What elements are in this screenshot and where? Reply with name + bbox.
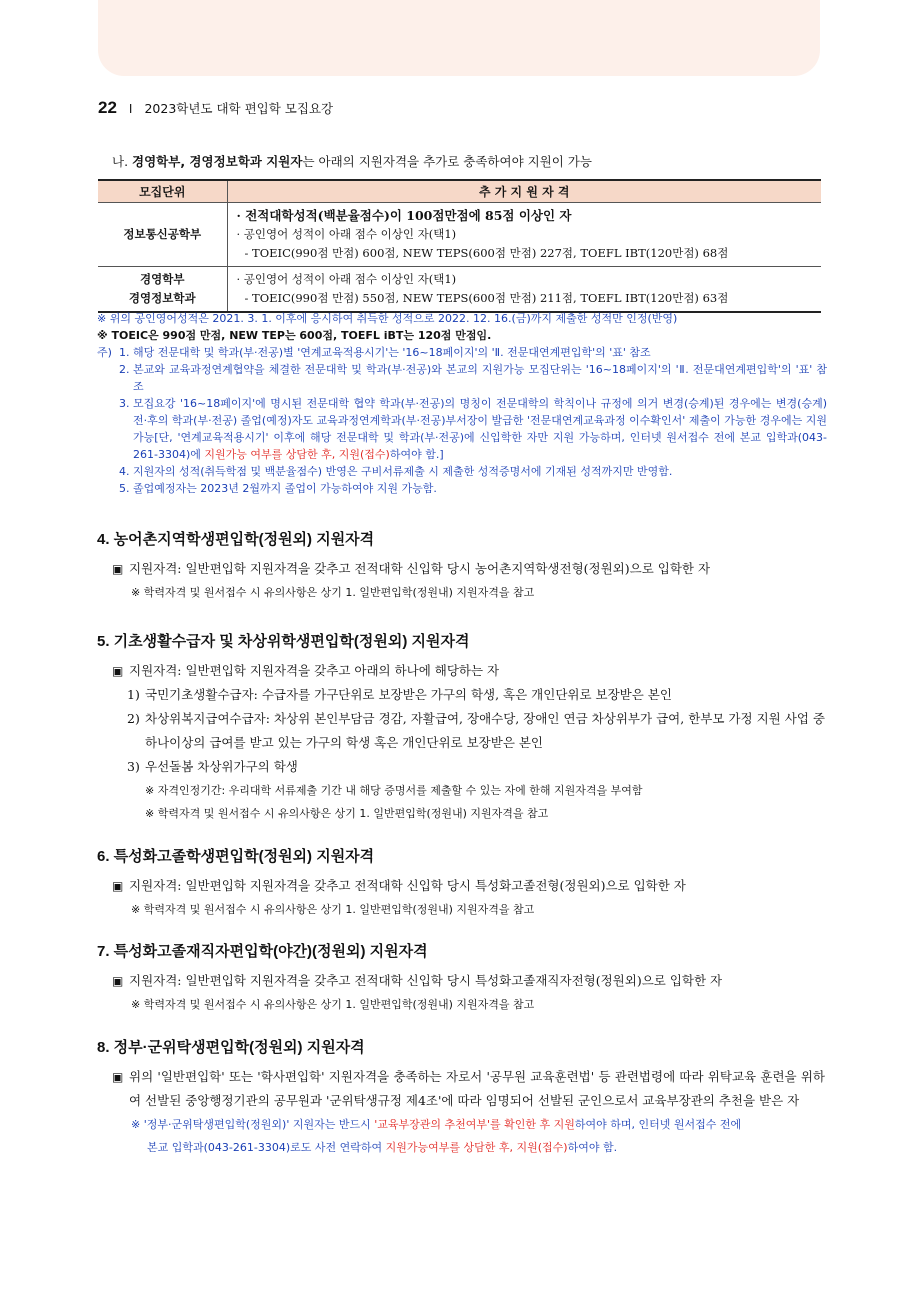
- section-4-title: 4. 농어촌지역학생편입학(정원외) 지원자격: [97, 531, 375, 548]
- footnote-list: [97, 344, 827, 497]
- checkbox-square-icon: ▣: [112, 879, 124, 893]
- list-item: 1) 국민기초생활수급자: 수급자를 가구단위로 보장받은 가구의 학생, 혹은 개인단위로 보장받은 본인: [127, 687, 672, 702]
- table-row: [98, 266, 821, 312]
- note-english-validity: ※ 위의 공인영어성적은 2021. 3. 1. 이후에 응시하여 취득한 성적으로 2022. 12. 16.(금)까지 제출한 성적만 인정(반영): [97, 312, 678, 325]
- section-7-title: 7. 특성화고졸재직자편입학(야간)(정원외) 지원자격: [97, 943, 428, 960]
- table-cell-unit: 경영학부 경영정보학과: [98, 266, 227, 312]
- footnote-item: 1. 해당 전문대학 및 학과(부·전공)별 '연계교육적용시기'는 '16~18페이지'의 'Ⅱ. 전문대연계편입학'의 '표' 참조: [119, 346, 651, 359]
- list-item: 3) 우선돌봄 차상위가구의 학생: [127, 759, 298, 774]
- section-4-note: ※ 학력자격 및 원서접수 시 유의사항은 상기 1. 일반편입학(정원내) 지원자격을 참고: [131, 586, 535, 599]
- list-item: 2) 차상위복지급여수급자: 차상위 본인부담금 경감, 자활급여, 장애수당, 장애인 연금 차상위부가 급여, 한부모 가정 지원 사업 중 하나이상의 급여를 받고 있는 가구의 학생 혹은 개인단위로 보장받은 본인: [127, 711, 825, 750]
- footnote-item: 3. 모집요강 '16~18페이지'에 명시된 전문대학 협약 학과(부·전공)의 명칭이 전문대학의 학칙이나 규정에 의거 변경(승계)된 경우에는 변경(승계) 전·후의 학과(부·전공) 졸업(예정)자도 교육과정연계학과(부·전공)부서장이 발급한 '전문대연계교육과정 이수확인서' 제출이 가능한 경우에는 지원 가능[단, '연계교육적용시기' 이후에 해당 전문대학 및 학과(부·전공)에 신입학한 자만 지원 가능하며, 인터넷 원서접수 전에 본교 입학과(043-261-3304)에 지원가능 여부를 상담한 후, 지원(접수)하여야 함.]: [119, 397, 827, 461]
- section-5-note: ※ 자격인정기간: 우리대학 서류제출 기간 내 해당 증명서를 제출할 수 있는 자에 한해 지원자격을 부여함: [145, 784, 643, 797]
- requirements-table: [98, 179, 821, 313]
- section-5-title: 5. 기초생활수급자 및 차상위학생편입학(정원외) 지원자격: [97, 633, 470, 650]
- section-na-bold: 경영학부, 경영정보학과 지원자: [132, 154, 303, 169]
- header-title: 2023학년도 대학 편입학 모집요강: [144, 101, 334, 116]
- section-4: 4. 농어촌지역학생편입학(정원외) 지원자격 ▣ 지원자격: 일반편입학 지원자격을 갖추고 전적대학 신입학 당시 농어촌지역학생전형(정원외)으로 입학한 자 ※ 학력자격 및 원서접수 시 유의사항은 상기 1. 일반편입학(정원내) 지원자격을 참고: [97, 528, 825, 604]
- section-6-title: 6. 특성화고졸학생편입학(정원외) 지원자격: [97, 848, 375, 865]
- header-separator: I: [128, 102, 133, 116]
- table-cell-unit: 정보통신공학부: [98, 202, 227, 266]
- top-decorative-band: [98, 0, 820, 76]
- footnote-label: 주): [97, 346, 112, 359]
- footnote-item: 2. 본교와 교육과정연계협약을 체결한 전문대학 및 학과(부·전공)와 본교의 지원가능 모집단위는 '16~18페이지'의 'Ⅱ. 전문대연계편입학'의 '표' 참조: [119, 363, 827, 393]
- note-max-scores: ※ TOEIC은 990점 만점, NEW TEP는 600점, TOEFL iBT는 120점 만점임.: [97, 329, 492, 342]
- notes-block: [97, 310, 827, 497]
- table-cell-conditions: · 전적대학성적(백분율점수)이 100점만점에 85점 이상인 자 · 공인영어 성적이 아래 점수 이상인 자(택1) - TOEIC(990점 만점) 600점, NEW TEPS(600점 만점) 227점, TOEFL IBT(120만점) 68점: [227, 202, 821, 266]
- section-7-note: ※ 학력자격 및 원서접수 시 유의사항은 상기 1. 일반편입학(정원내) 지원자격을 참고: [131, 998, 535, 1011]
- table-header-cond: 추 가 지 원 자 격: [227, 180, 821, 202]
- footnote-item: 5. 졸업예정자는 2023년 2월까지 졸업이 가능하여야 지원 가능함.: [119, 482, 437, 495]
- section-7: 7. 특성화고졸재직자편입학(야간)(정원외) 지원자격 ▣ 지원자격: 일반편입학 지원자격을 갖추고 전적대학 신입학 당시 특성화고졸재직자전형(정원외)으로 입학한 자 ※ 학력자격 및 원서접수 시 유의사항은 상기 1. 일반편입학(정원내) 지원자격을 참고: [97, 940, 825, 1016]
- section-6-note: ※ 학력자격 및 원서접수 시 유의사항은 상기 1. 일반편입학(정원내) 지원자격을 참고: [131, 903, 535, 916]
- table-header-unit: 모집단위: [98, 180, 227, 202]
- section-8: 8. 정부·군위탁생편입학(정원외) 지원자격 ▣ 위의 '일반편입학' 또는 '학사편입학' 지원자격을 충족하는 자로서 '공무원 교육훈련법' 등 관련법령에 따라 위탁교육 훈련을 위하여 선발된 중앙행정기관의 공무원과 '군위탁생규정 제4조'에 따라 임명되어 선발된 군인으로서 교육부장관의 추천을 받은 자 ※ '정부·군위탁생편입학(정원외)' 지원자는 반드시 '교육부장관의 추천여부'를 확인한 후 지원하여야 하며, 인터넷 원서접수 전에 본교 입학과(043-261-3304)로도 사전 연락하여 지원가능여부를 상담한 후, 지원(접수)하여야 함.: [97, 1036, 825, 1159]
- page-number: 22: [98, 98, 117, 117]
- section-5-note: ※ 학력자격 및 원서접수 시 유의사항은 상기 1. 일반편입학(정원내) 지원자격을 참고: [145, 807, 549, 820]
- checkbox-square-icon: ▣: [112, 562, 124, 576]
- checkbox-square-icon: ▣: [112, 974, 124, 988]
- table-row: [98, 202, 821, 266]
- checkbox-square-icon: ▣: [112, 664, 124, 678]
- section-6: 6. 특성화고졸학생편입학(정원외) 지원자격 ▣ 지원자격: 일반편입학 지원자격을 갖추고 전적대학 신입학 당시 특성화고졸전형(정원외)으로 입학한 자 ※ 학력자격 및 원서접수 시 유의사항은 상기 1. 일반편입학(정원내) 지원자격을 참고: [97, 845, 825, 921]
- checkbox-square-icon: ▣: [112, 1070, 124, 1084]
- footnote-item: 4. 지원자의 성적(취득학점 및 백분율점수) 반영은 구비서류제출 시 제출한 성적증명서에 기재된 성적까지만 반영함.: [119, 465, 673, 478]
- section-5: 5. 기초생활수급자 및 차상위학생편입학(정원외) 지원자격 ▣ 지원자격: 일반편입학 지원자격을 갖추고 아래의 하나에 해당하는 자 1) 국민기초생활수급자: 수급자를 가구단위로 보장받은 가구의 학생, 혹은 개인단위로 보장받은 본인 2) 차상위복지급여수급자: 차상위 본인부담금 경감, 자활급여, 장애수당, 장애인 연금 차상위부가 급여, 한부모 가정 지원 사업 중 하나이상의 급여를 받고 있는 가구의 학생 혹은 개인단위로 보장받은 본인 3) 우선돌봄 차상위가구의 학생 ※ 자격인정기간: 우리대학 서류제출 기간 내 해당 증명서를 제출할 수 있는 자에 한해 지원자격을 부여함 ※ 학력자격 및 원서접수 시 유의사항은 상기 1. 일반편입학(정원내) 지원자격을 참고: [97, 630, 825, 825]
- section-8-note: ※ '정부·군위탁생편입학(정원외)' 지원자는 반드시 '교육부장관의 추천여부'를 확인한 후 지원하여야 하며, 인터넷 원서접수 전에 본교 입학과(043-261-3304)로도 사전 연락하여 지원가능여부를 상담한 후, 지원(접수)하여야 함.: [131, 1118, 742, 1154]
- page-header: [98, 98, 333, 118]
- section-8-title: 8. 정부·군위탁생편입학(정원외) 지원자격: [97, 1039, 365, 1056]
- section-na-intro: 나. 경영학부, 경영정보학과 지원자는 아래의 지원자격을 추가로 충족하여야 지원이 가능: [112, 154, 592, 169]
- table-cell-conditions: · 공인영어 성적이 아래 점수 이상인 자(택1) - TOEIC(990점 만점) 550점, NEW TEPS(600점 만점) 211점, TOEFL IBT(120만점) 63점: [227, 266, 821, 312]
